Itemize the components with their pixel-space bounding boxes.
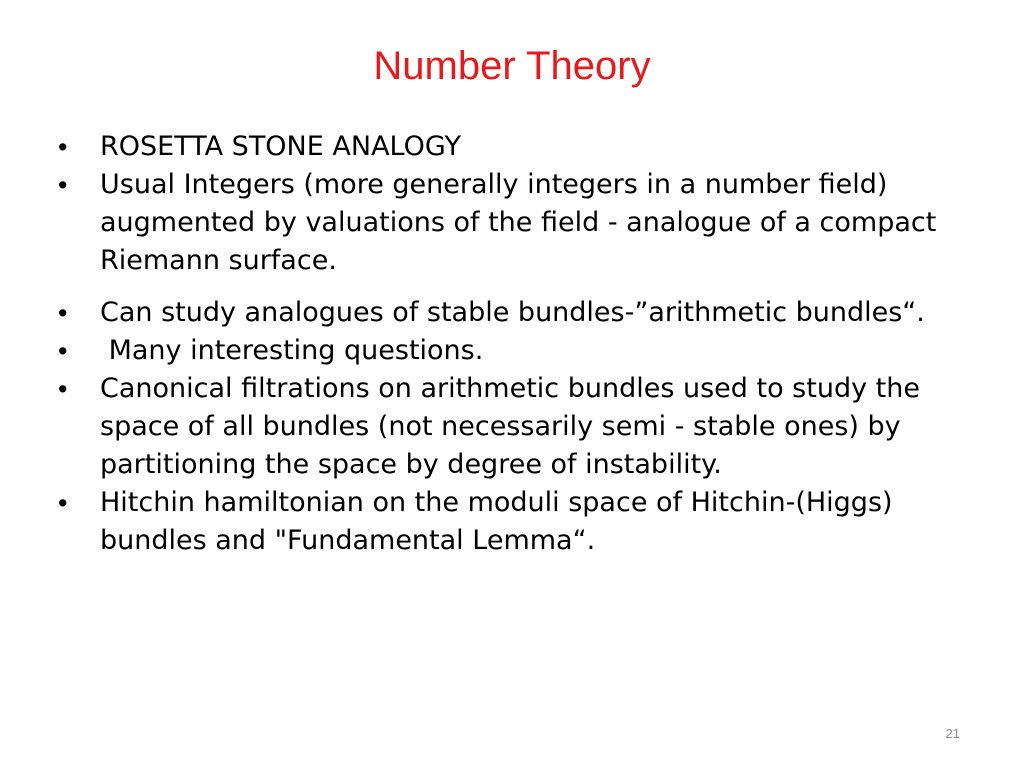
- bullet-icon: •: [58, 170, 68, 200]
- bullet-icon: •: [58, 298, 68, 328]
- bullet-text: Many interesting questions.: [100, 335, 484, 366]
- slide-number: 21: [945, 726, 960, 741]
- bullet-icon: •: [58, 374, 68, 404]
- list-item: [58, 294, 948, 332]
- bullet-text: Hitchin hamiltonian on the moduli space of Hitchin-(Higgs) bundles and "Fundamental Lemma“.: [100, 487, 893, 556]
- bullet-text: Can study analogues of stable bundles-”arithmetic bundles“.: [100, 297, 925, 328]
- bullet-icon: •: [58, 336, 68, 366]
- list-item: [58, 484, 948, 560]
- bullet-text: ROSETTA STONE ANALOGY: [100, 131, 461, 162]
- bullet-text: Usual Integers (more generally integers in a number field) augmented by valuations of the field - analogue of a compact Riemann surface.: [100, 169, 937, 276]
- list-item: [58, 128, 948, 166]
- bullet-icon: •: [58, 132, 68, 162]
- list-item: [58, 370, 948, 484]
- slide-title: Number Theory: [373, 44, 651, 88]
- list-item: [58, 332, 948, 370]
- list-item: [58, 166, 948, 280]
- bullet-icon: •: [58, 488, 68, 518]
- bullet-list: [58, 128, 948, 560]
- bullet-text: Canonical filtrations on arithmetic bundles used to study the space of all bundles (not necessarily semi - stable ones) by partitioning the space by degree of instability.: [100, 373, 920, 480]
